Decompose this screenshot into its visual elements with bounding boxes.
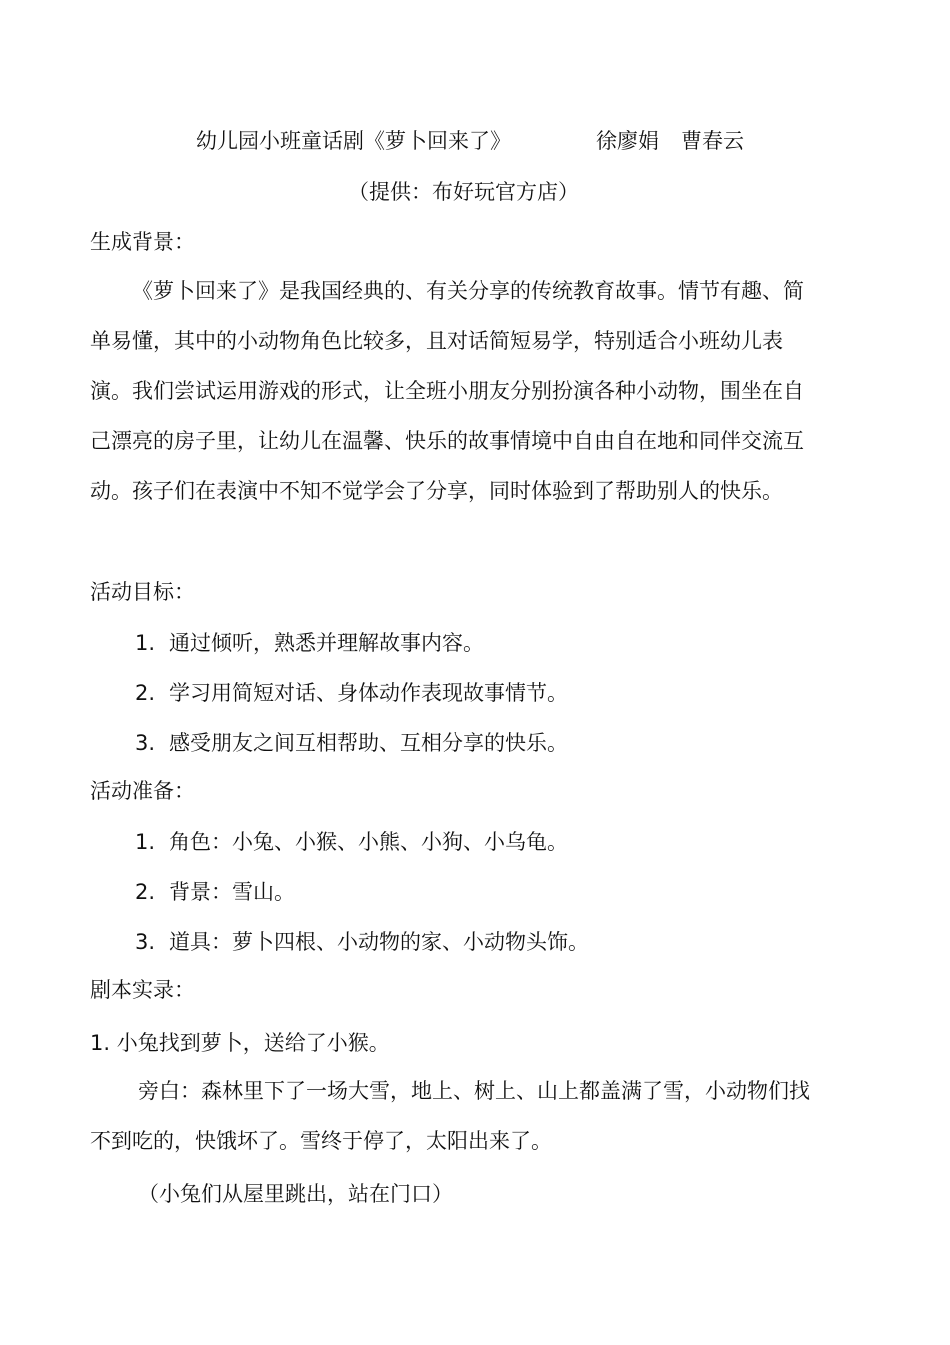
preparation-item-number: 3.: [135, 930, 156, 954]
goal-item: [135, 679, 568, 707]
scene-title: 1. 小兔找到萝卜，送给了小猴。: [90, 1031, 390, 1055]
preparation-item: [135, 928, 589, 956]
preparation-item: [135, 878, 295, 906]
preparation-item: [135, 828, 568, 856]
stage-direction: （小兔们从屋里跳出，站在门口）: [138, 1182, 453, 1206]
preparation-item-number: 2.: [135, 880, 156, 904]
author-name: 徐廖娟: [596, 129, 659, 153]
goal-item-text: 学习用简短对话、身体动作表现故事情节。: [169, 681, 568, 705]
goal-item-number: 1.: [135, 631, 156, 655]
section-heading-script: 剧本实录：: [90, 978, 195, 1002]
goal-item-text: 通过倾听，熟悉并理解故事内容。: [169, 631, 484, 655]
goal-item: [135, 629, 484, 657]
preparation-item-text: 背景：雪山。: [169, 880, 295, 904]
document-title: 幼儿园小班童话剧《萝卜回来了》: [196, 129, 511, 153]
title-line: [196, 127, 744, 155]
background-paragraph: 《萝卜回来了》是我国经典的、有关分享的传统教育故事。情节有趣、简单易懂，其中的小动物角色比较多，且对话简短易学，特别适合小班幼儿表演。我们尝试运用游戏的形式，让全班小朋友分别扮演各种小动物，围坐在自己漂亮的房子里，让幼儿在温馨、快乐的故事情境中自由自在地和同伴交流互动。孩子们在表演中不知不觉学会了分享，同时体验到了帮助别人的快乐。: [90, 279, 804, 503]
section-heading-preparation: 活动准备：: [90, 779, 195, 803]
preparation-item-number: 1.: [135, 830, 156, 854]
section-heading-background: 生成背景：: [90, 230, 195, 254]
preparation-item-text: 道具：萝卜四根、小动物的家、小动物头饰。: [169, 930, 589, 954]
goal-item-number: 3.: [135, 731, 156, 755]
section-heading-goals: 活动目标：: [90, 580, 195, 604]
narration-paragraph: 旁白：森林里下了一场大雪，地上、树上、山上都盖满了雪，小动物们找不到吃的，快饿坏了。雪终于停了，太阳出来了。: [90, 1079, 810, 1153]
author-name: 曹春云: [681, 129, 744, 153]
goal-item-text: 感受朋友之间互相帮助、互相分享的快乐。: [169, 731, 568, 755]
authors: [596, 127, 744, 155]
preparation-item-text: 角色：小兔、小猴、小熊、小狗、小乌龟。: [169, 830, 568, 854]
provider-note: （提供：布好玩官方店）: [348, 180, 579, 204]
goal-item-number: 2.: [135, 681, 156, 705]
goal-item: [135, 729, 568, 757]
